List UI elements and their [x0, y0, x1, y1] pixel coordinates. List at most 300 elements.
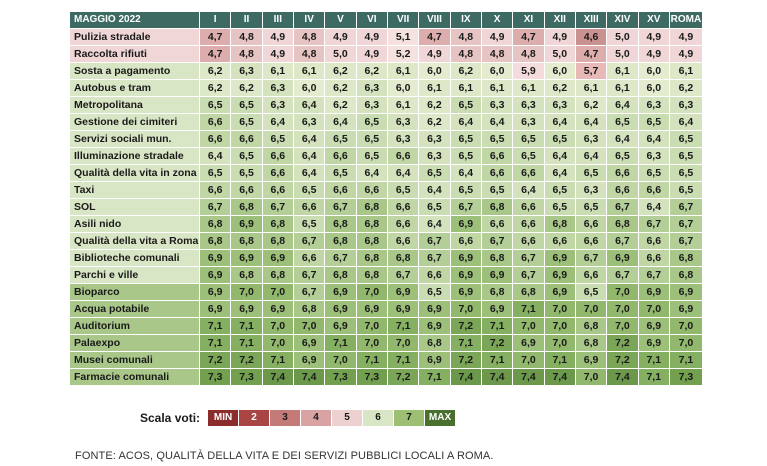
- column-header: III: [262, 12, 293, 29]
- value-cell: 6,4: [513, 182, 544, 199]
- value-cell: 6,4: [419, 216, 450, 233]
- value-cell: 6,9: [262, 301, 293, 318]
- value-cell: 6,5: [200, 165, 231, 182]
- table-header: [70, 12, 703, 29]
- header-row: [70, 12, 703, 29]
- value-cell: 6,6: [607, 182, 638, 199]
- value-cell: 6,5: [450, 182, 481, 199]
- value-cell: 6,6: [419, 267, 450, 284]
- value-cell: 6,6: [513, 199, 544, 216]
- value-cell: 4,9: [638, 29, 669, 46]
- value-cell: 7,1: [387, 352, 418, 369]
- value-cell: 6,4: [638, 199, 669, 216]
- value-cell: 6,3: [575, 182, 606, 199]
- table-row: [70, 216, 703, 233]
- value-cell: 6,5: [513, 131, 544, 148]
- value-cell: 6,9: [419, 318, 450, 335]
- value-cell: 6,5: [419, 284, 450, 301]
- value-cell: 6,2: [450, 63, 481, 80]
- legend-swatch: 3: [270, 410, 301, 426]
- row-label: Pulizia stradale: [70, 29, 200, 46]
- legend-swatch: 2: [239, 410, 270, 426]
- row-label: Bioparco: [70, 284, 200, 301]
- row-label: Qualità della vita in zona: [70, 165, 200, 182]
- value-cell: 6,3: [356, 97, 387, 114]
- value-cell: 6,6: [607, 165, 638, 182]
- score-legend: [140, 410, 456, 426]
- value-cell: 6,5: [419, 199, 450, 216]
- value-cell: 6,6: [200, 182, 231, 199]
- value-cell: 6,5: [325, 131, 356, 148]
- row-label: Servizi sociali mun.: [70, 131, 200, 148]
- column-header: II: [231, 12, 262, 29]
- value-cell: 6,2: [575, 97, 606, 114]
- table-row: [70, 63, 703, 80]
- value-cell: 6,6: [200, 131, 231, 148]
- value-cell: 6,5: [356, 148, 387, 165]
- value-cell: 6,6: [262, 148, 293, 165]
- row-label: Parchi e ville: [70, 267, 200, 284]
- value-cell: 6,4: [575, 114, 606, 131]
- value-cell: 6,3: [231, 63, 262, 80]
- value-cell: 6,5: [450, 148, 481, 165]
- value-cell: 6,8: [356, 250, 387, 267]
- value-cell: 5,9: [513, 63, 544, 80]
- value-cell: 6,6: [231, 131, 262, 148]
- value-cell: 6,4: [450, 165, 481, 182]
- value-cell: 6,7: [262, 199, 293, 216]
- value-cell: 6,6: [575, 216, 606, 233]
- value-cell: 6,0: [387, 80, 418, 97]
- value-cell: 6,6: [513, 233, 544, 250]
- value-cell: 6,5: [450, 131, 481, 148]
- value-cell: 6,5: [231, 148, 262, 165]
- row-label: Qualità della vita a Roma: [70, 233, 200, 250]
- table-row: [70, 318, 703, 335]
- value-cell: 4,8: [513, 46, 544, 63]
- roma-value-cell: 6,5: [669, 131, 702, 148]
- value-cell: 7,4: [513, 369, 544, 386]
- value-cell: 6,0: [638, 80, 669, 97]
- value-cell: 6,7: [607, 199, 638, 216]
- value-cell: 6,7: [293, 284, 324, 301]
- value-cell: 6,8: [481, 284, 512, 301]
- value-cell: 7,0: [607, 318, 638, 335]
- value-cell: 6,9: [293, 335, 324, 352]
- value-cell: 6,6: [481, 165, 512, 182]
- column-header: VI: [356, 12, 387, 29]
- value-cell: 6,7: [638, 216, 669, 233]
- value-cell: 6,9: [387, 301, 418, 318]
- value-cell: 6,6: [387, 233, 418, 250]
- value-cell: 6,7: [607, 233, 638, 250]
- value-cell: 6,7: [575, 250, 606, 267]
- value-cell: 6,1: [387, 63, 418, 80]
- table-body: [70, 29, 703, 386]
- value-cell: 7,0: [356, 318, 387, 335]
- value-cell: 6,9: [638, 318, 669, 335]
- row-label: Auditorium: [70, 318, 200, 335]
- value-cell: 6,5: [293, 216, 324, 233]
- value-cell: 6,9: [231, 301, 262, 318]
- value-cell: 5,0: [607, 29, 638, 46]
- value-cell: 6,8: [200, 233, 231, 250]
- value-cell: 6,8: [262, 233, 293, 250]
- value-cell: 7,0: [575, 369, 606, 386]
- value-cell: 7,4: [544, 369, 575, 386]
- value-cell: 5,0: [325, 46, 356, 63]
- value-cell: 4,9: [356, 29, 387, 46]
- value-cell: 7,0: [387, 335, 418, 352]
- value-cell: 6,4: [419, 182, 450, 199]
- value-cell: 6,6: [325, 148, 356, 165]
- roma-value-cell: 4,9: [669, 46, 702, 63]
- value-cell: 7,0: [262, 318, 293, 335]
- value-cell: 7,3: [231, 369, 262, 386]
- value-cell: 7,1: [325, 335, 356, 352]
- value-cell: 4,7: [419, 29, 450, 46]
- value-cell: 5,1: [387, 29, 418, 46]
- value-cell: 6,3: [638, 148, 669, 165]
- value-cell: 4,8: [293, 29, 324, 46]
- table-row: [70, 301, 703, 318]
- value-cell: 7,3: [356, 369, 387, 386]
- table-row: [70, 114, 703, 131]
- value-cell: 7,1: [419, 369, 450, 386]
- row-label: Asili nido: [70, 216, 200, 233]
- column-header: XI: [513, 12, 544, 29]
- value-cell: 6,1: [387, 97, 418, 114]
- value-cell: 6,9: [325, 284, 356, 301]
- value-cell: 6,4: [293, 148, 324, 165]
- value-cell: 6,1: [607, 63, 638, 80]
- value-cell: 6,6: [325, 182, 356, 199]
- value-cell: 6,6: [387, 199, 418, 216]
- value-cell: 6,6: [387, 216, 418, 233]
- value-cell: 6,2: [200, 63, 231, 80]
- value-cell: 7,1: [481, 318, 512, 335]
- roma-value-cell: 6,8: [669, 250, 702, 267]
- value-cell: 6,6: [513, 216, 544, 233]
- value-cell: 6,5: [638, 165, 669, 182]
- value-cell: 6,5: [575, 284, 606, 301]
- value-cell: 6,4: [293, 131, 324, 148]
- value-cell: 7,1: [481, 352, 512, 369]
- value-cell: 6,3: [293, 114, 324, 131]
- value-cell: 6,6: [575, 267, 606, 284]
- value-cell: 7,3: [325, 369, 356, 386]
- value-cell: 5,0: [607, 46, 638, 63]
- roma-value-cell: 4,9: [669, 29, 702, 46]
- row-label: Illuminazione stradale: [70, 148, 200, 165]
- value-cell: 4,9: [356, 46, 387, 63]
- value-cell: 6,8: [231, 233, 262, 250]
- table-row: [70, 199, 703, 216]
- value-cell: 6,3: [419, 148, 450, 165]
- value-cell: 5,0: [544, 46, 575, 63]
- table-row: [70, 352, 703, 369]
- value-cell: 4,7: [575, 46, 606, 63]
- value-cell: 6,5: [544, 131, 575, 148]
- value-cell: 4,7: [200, 46, 231, 63]
- value-cell: 4,8: [231, 46, 262, 63]
- value-cell: 6,8: [356, 267, 387, 284]
- value-cell: 6,6: [262, 182, 293, 199]
- value-cell: 6,9: [544, 284, 575, 301]
- value-cell: 6,6: [450, 233, 481, 250]
- value-cell: 6,7: [387, 267, 418, 284]
- value-cell: 6,9: [262, 250, 293, 267]
- value-cell: 6,5: [231, 97, 262, 114]
- value-cell: 6,8: [513, 284, 544, 301]
- value-cell: 7,4: [262, 369, 293, 386]
- row-label: Taxi: [70, 182, 200, 199]
- value-cell: 6,6: [638, 233, 669, 250]
- value-cell: 7,1: [200, 335, 231, 352]
- value-cell: 6,8: [387, 250, 418, 267]
- value-cell: 6,7: [607, 267, 638, 284]
- table-row: [70, 233, 703, 250]
- value-cell: 4,9: [481, 29, 512, 46]
- table-title: MAGGIO 2022: [70, 12, 200, 29]
- roma-value-cell: 6,1: [669, 63, 702, 80]
- table-row: [70, 97, 703, 114]
- value-cell: 6,4: [293, 165, 324, 182]
- value-cell: 6,9: [293, 352, 324, 369]
- value-cell: 6,5: [200, 97, 231, 114]
- table-row: [70, 267, 703, 284]
- value-cell: 6,5: [575, 165, 606, 182]
- value-cell: 7,0: [513, 352, 544, 369]
- value-cell: 6,8: [419, 335, 450, 352]
- value-cell: 4,9: [262, 29, 293, 46]
- value-cell: 6,9: [419, 301, 450, 318]
- value-cell: 6,3: [638, 97, 669, 114]
- value-cell: 6,9: [325, 301, 356, 318]
- value-cell: 4,8: [231, 29, 262, 46]
- table-row: [70, 182, 703, 199]
- value-cell: 7,4: [450, 369, 481, 386]
- value-cell: 7,4: [293, 369, 324, 386]
- value-cell: 6,8: [481, 250, 512, 267]
- value-cell: 7,0: [607, 301, 638, 318]
- value-cell: 7,0: [262, 284, 293, 301]
- value-cell: 7,1: [638, 369, 669, 386]
- roma-value-cell: 6,5: [669, 165, 702, 182]
- value-cell: 6,9: [200, 250, 231, 267]
- value-cell: 6,2: [544, 80, 575, 97]
- value-cell: 6,8: [325, 233, 356, 250]
- value-cell: 7,2: [481, 335, 512, 352]
- value-cell: 7,0: [356, 284, 387, 301]
- value-cell: 6,4: [387, 165, 418, 182]
- value-cell: 6,8: [575, 335, 606, 352]
- value-cell: 7,0: [513, 318, 544, 335]
- value-cell: 4,7: [513, 29, 544, 46]
- value-cell: 6,6: [481, 148, 512, 165]
- column-header: XIV: [607, 12, 638, 29]
- value-cell: 6,3: [356, 80, 387, 97]
- value-cell: 4,6: [575, 29, 606, 46]
- value-cell: 6,3: [513, 97, 544, 114]
- value-cell: 6,5: [231, 114, 262, 131]
- column-header: ROMA: [669, 12, 702, 29]
- value-cell: 6,9: [200, 284, 231, 301]
- value-cell: 6,0: [481, 63, 512, 80]
- table-row: [70, 46, 703, 63]
- value-cell: 6,9: [450, 250, 481, 267]
- row-label: Gestione dei cimiteri: [70, 114, 200, 131]
- legend-swatch: MAX: [425, 410, 456, 426]
- value-cell: 6,7: [513, 250, 544, 267]
- value-cell: 6,8: [575, 318, 606, 335]
- value-cell: 6,4: [544, 165, 575, 182]
- value-cell: 6,9: [575, 352, 606, 369]
- value-cell: 7,1: [513, 301, 544, 318]
- value-cell: 7,4: [481, 369, 512, 386]
- source-note: FONTE: ACOS, QUALITÀ DELLA VITA E DEI SERVIZI PUBBLICI LOCALI A ROMA.: [75, 450, 494, 462]
- value-cell: 6,7: [419, 250, 450, 267]
- roma-value-cell: 7,3: [669, 369, 702, 386]
- value-cell: 7,0: [450, 301, 481, 318]
- legend-swatch: 7: [394, 410, 425, 426]
- table-row: [70, 131, 703, 148]
- value-cell: 6,3: [262, 80, 293, 97]
- value-cell: 6,9: [231, 250, 262, 267]
- value-cell: 7,2: [450, 352, 481, 369]
- value-cell: 6,9: [200, 267, 231, 284]
- value-cell: 6,4: [607, 97, 638, 114]
- row-label: Autobus e tram: [70, 80, 200, 97]
- value-cell: 6,4: [450, 114, 481, 131]
- value-cell: 7,0: [575, 301, 606, 318]
- column-header: IX: [450, 12, 481, 29]
- value-cell: 6,5: [513, 148, 544, 165]
- value-cell: 6,8: [481, 199, 512, 216]
- value-cell: 6,9: [450, 267, 481, 284]
- value-cell: 6,7: [293, 233, 324, 250]
- value-cell: 6,9: [356, 301, 387, 318]
- value-cell: 6,6: [293, 250, 324, 267]
- value-cell: 6,4: [200, 148, 231, 165]
- value-cell: 4,9: [325, 29, 356, 46]
- value-cell: 4,9: [638, 46, 669, 63]
- value-cell: 6,4: [544, 114, 575, 131]
- value-cell: 6,6: [356, 182, 387, 199]
- value-cell: 6,0: [638, 63, 669, 80]
- value-cell: 7,2: [231, 352, 262, 369]
- value-cell: 6,9: [200, 301, 231, 318]
- value-cell: 6,1: [419, 80, 450, 97]
- value-cell: 6,9: [638, 284, 669, 301]
- value-cell: 6,6: [544, 233, 575, 250]
- value-cell: 6,5: [262, 131, 293, 148]
- value-cell: 6,3: [262, 97, 293, 114]
- value-cell: 6,2: [419, 114, 450, 131]
- value-cell: 6,7: [513, 267, 544, 284]
- value-cell: 6,5: [450, 97, 481, 114]
- value-cell: 6,8: [356, 216, 387, 233]
- value-cell: 5,7: [575, 63, 606, 80]
- legend-swatch: 4: [301, 410, 332, 426]
- value-cell: 6,3: [419, 131, 450, 148]
- legend-swatch: MIN: [208, 410, 239, 426]
- value-cell: 6,7: [450, 199, 481, 216]
- value-cell: 6,8: [325, 216, 356, 233]
- value-cell: 6,1: [262, 63, 293, 80]
- value-cell: 6,2: [325, 63, 356, 80]
- value-cell: 7,0: [638, 301, 669, 318]
- value-cell: 6,5: [387, 182, 418, 199]
- value-cell: 6,9: [387, 284, 418, 301]
- value-cell: 6,8: [231, 199, 262, 216]
- legend-title: Scala voti:: [140, 411, 201, 425]
- column-header: XV: [638, 12, 669, 29]
- value-cell: 6,7: [419, 233, 450, 250]
- value-cell: 6,6: [231, 182, 262, 199]
- value-cell: 6,8: [325, 267, 356, 284]
- value-cell: 7,0: [607, 284, 638, 301]
- value-cell: 6,5: [544, 182, 575, 199]
- roma-value-cell: 6,8: [669, 267, 702, 284]
- value-cell: 6,5: [419, 165, 450, 182]
- value-cell: 6,8: [544, 216, 575, 233]
- value-cell: 6,5: [481, 131, 512, 148]
- value-cell: 7,0: [231, 284, 262, 301]
- value-cell: 6,9: [419, 352, 450, 369]
- value-cell: 6,9: [638, 335, 669, 352]
- value-cell: 6,4: [575, 148, 606, 165]
- value-cell: 6,2: [356, 63, 387, 80]
- roma-value-cell: 6,5: [669, 148, 702, 165]
- value-cell: 6,3: [481, 97, 512, 114]
- value-cell: 6,3: [513, 114, 544, 131]
- value-cell: 6,9: [544, 267, 575, 284]
- value-cell: 6,6: [293, 199, 324, 216]
- value-cell: 6,4: [293, 97, 324, 114]
- roma-value-cell: 6,7: [669, 199, 702, 216]
- value-cell: 7,0: [544, 335, 575, 352]
- column-header: XII: [544, 12, 575, 29]
- value-cell: 6,6: [200, 114, 231, 131]
- value-cell: 6,6: [638, 182, 669, 199]
- value-cell: 6,4: [638, 131, 669, 148]
- table-row: [70, 369, 703, 386]
- value-cell: 7,1: [231, 318, 262, 335]
- roma-value-cell: 6,7: [669, 216, 702, 233]
- value-cell: 6,9: [544, 250, 575, 267]
- value-cell: 7,2: [607, 335, 638, 352]
- value-cell: 6,1: [481, 80, 512, 97]
- row-label: Musei comunali: [70, 352, 200, 369]
- roma-value-cell: 6,9: [669, 301, 702, 318]
- value-cell: 6,6: [262, 165, 293, 182]
- value-cell: 6,6: [638, 250, 669, 267]
- value-cell: 6,5: [607, 148, 638, 165]
- value-cell: 6,3: [575, 131, 606, 148]
- value-cell: 6,8: [356, 199, 387, 216]
- value-cell: 6,7: [325, 250, 356, 267]
- value-cell: 6,4: [325, 114, 356, 131]
- value-cell: 7,3: [200, 369, 231, 386]
- column-header: XIII: [575, 12, 606, 29]
- row-label: Raccolta rifiuti: [70, 46, 200, 63]
- value-cell: 4,9: [544, 29, 575, 46]
- value-cell: 4,9: [262, 46, 293, 63]
- value-cell: 6,9: [513, 335, 544, 352]
- table-row: [70, 335, 703, 352]
- value-cell: 6,6: [513, 165, 544, 182]
